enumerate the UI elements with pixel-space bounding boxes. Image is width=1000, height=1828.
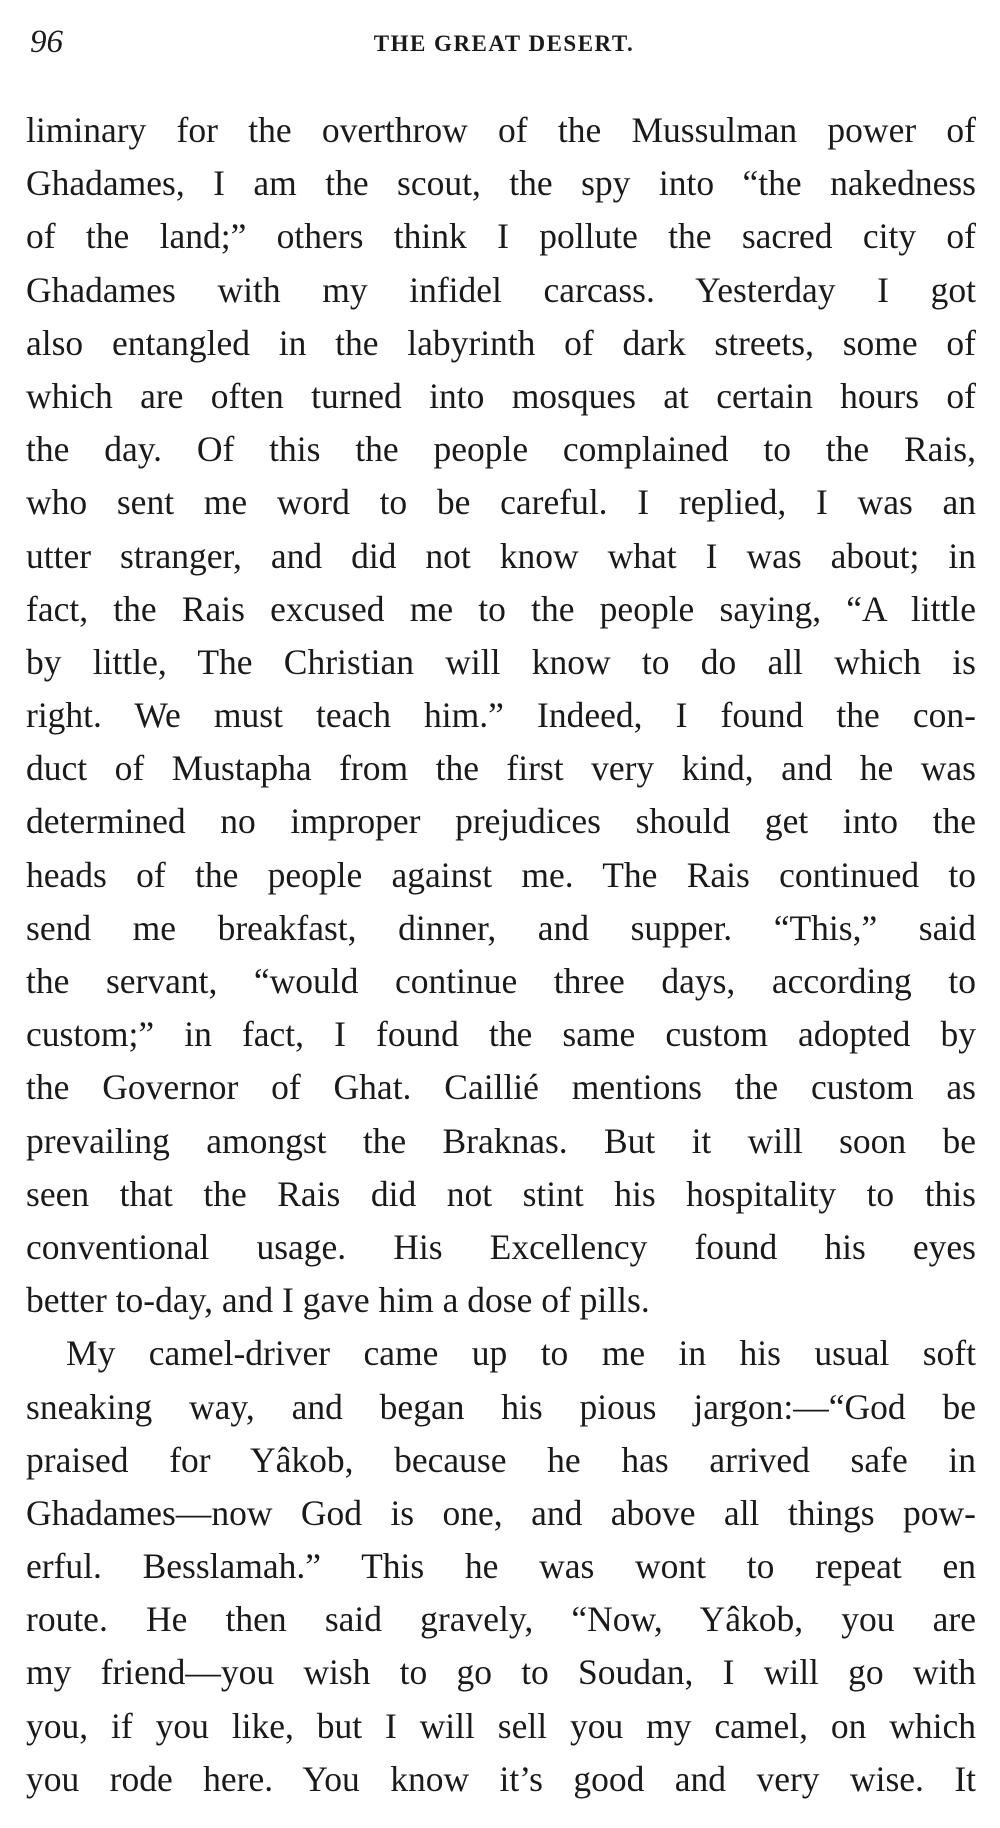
text-line: utter stranger, and did not know what I was about; in [26,535,976,576]
text-line: custom;” in fact, I found the same custom adopted by [26,1014,976,1055]
text-line: route. He then said gravely, “Now, Yâkob, you are [26,1599,976,1640]
text-line: by little, The Christian will know to do all which is [26,641,976,682]
text-line: which are often turned into mosques at certain hours of [26,375,976,416]
text-line: you, if you like, but I will sell you my camel, on which [26,1705,976,1746]
text-line: also entangled in the labyrinth of dark streets, some of [26,322,976,363]
text-line: you rode here. You know it’s good and very wise. It [26,1758,976,1799]
text-line: prevailing amongst the Braknas. But it will soon be [26,1120,976,1161]
text-line: of the land;” others think I pollute the sacred city of [26,216,976,257]
text-line: erful. Besslamah.” This he was wont to repeat en [26,1546,976,1587]
running-title: THE GREAT DESERT. [373,31,635,56]
paragraph-end-line: better to-day, and I gave him a dose of pills. [26,1280,650,1321]
text-line: seen that the Rais did not stint his hospitality to this [26,1173,976,1214]
body-text [26,104,976,1806]
text-line: heads of the people against me. The Rais continued to [26,854,976,895]
text-line: praised for Yâkob, because he has arrived safe in [26,1439,976,1480]
text-line: right. We must teach him.” Indeed, I found the con- [26,695,976,736]
text-line: liminary for the overthrow of the Mussulman power of [26,110,976,150]
text-line: my friend—you wish to go to Soudan, I will go with [26,1652,976,1693]
text-line: the day. Of this the people complained to the Rais, [26,429,976,470]
text-line: sneaking way, and began his pious jargon:—“God be [26,1386,976,1427]
text-line: send me breakfast, dinner, and supper. “This,” said [26,907,976,948]
text-line: who sent me word to be careful. I replied, I was an [26,482,976,523]
text-line: fact, the Rais excused me to the people saying, “A little [26,588,976,629]
text-line: Ghadames, I am the scout, the spy into “the nakedness [26,163,976,204]
paragraph-start-line: My camel-driver came up to me in his usual soft [66,1333,976,1374]
text-line: the servant, “would continue three days, according to [26,961,976,1001]
text-line: Ghadames with my infidel carcass. Yesterday I got [26,269,976,310]
text-line: Ghadames—now God is one, and above all things pow- [26,1492,976,1533]
page-number: 96 [30,24,63,60]
text-line: duct of Mustapha from the first very kind, and he was [26,748,976,789]
text-line: determined no improper prejudices should get into the [26,801,976,842]
text-line: conventional usage. His Excellency found his eyes [26,1226,976,1267]
text-line: the Governor of Ghat. Caillié mentions the custom as [26,1067,976,1108]
running-head [26,22,982,62]
